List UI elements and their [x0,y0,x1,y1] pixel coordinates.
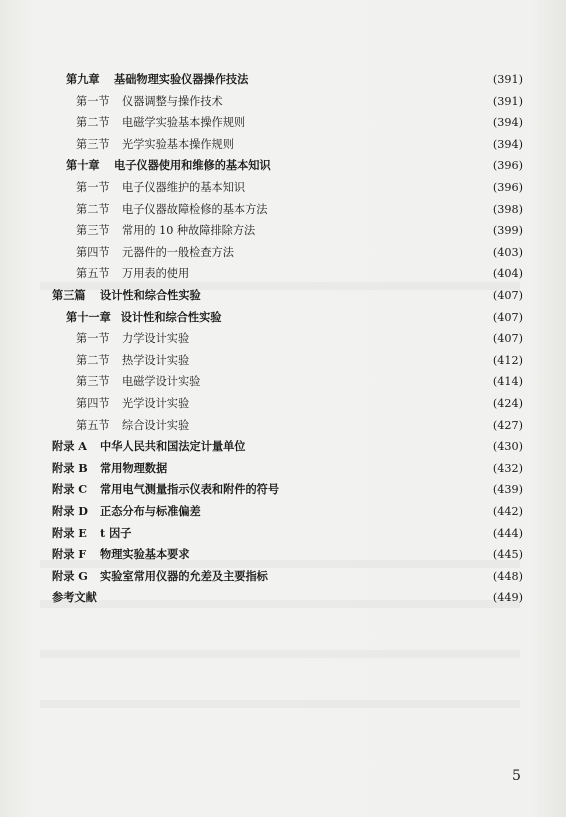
toc-entry-number: 第二节 [76,202,110,216]
toc-entry[interactable] [76,264,523,283]
toc-entry-title: 常用电气测量指示仪表和附件的符号 [100,482,280,497]
show-through-text [40,650,520,658]
toc-entry-page: (448) [492,569,523,583]
toc-leader-dots [135,524,479,543]
toc-entry[interactable] [52,588,523,607]
toc-entry-title: 电子仪器故障检修的基本方法 [122,202,268,216]
toc-entry[interactable] [52,286,523,305]
toc-entry-title: 物理实验基本要求 [100,547,190,562]
toc-entry-title: 万用表的使用 [122,267,190,281]
toc-entry[interactable] [76,372,523,391]
toc-leader-dots [275,156,479,175]
toc-leader-dots [193,264,479,283]
toc-leader-dots [193,351,479,370]
toc-entry[interactable] [76,92,523,111]
toc-entry[interactable] [76,113,523,132]
toc-entry-page: (449) [492,591,523,605]
toc-entry-page: (394) [492,137,523,151]
toc-entry-page: (391) [492,73,523,86]
toc-entry-title: 电子仪器维护的基本知识 [122,181,246,194]
toc-entry[interactable] [52,545,523,564]
toc-entry-page: (444) [492,526,523,540]
toc-entry[interactable] [76,351,523,370]
toc-entry[interactable] [52,459,523,478]
toc-leader-dots [171,459,479,478]
toc-entry-title: 力学设计实验 [122,332,190,346]
toc-entry-number: 附录 C [52,482,88,497]
toc-entry-page: (396) [492,181,523,194]
toc-entry-page: (442) [492,505,523,518]
toc-leader-dots [193,416,479,435]
toc-leader-dots [249,113,479,132]
toc-entry-title: 仪器调整与操作技术 [122,94,223,108]
toc-entry-title: 光学实验基本操作规则 [122,137,234,151]
toc-entry-page: (407) [492,332,523,346]
toc-entry[interactable] [76,416,523,435]
toc-entry-number: 第九章 [66,72,100,86]
toc-entry-page: (404) [492,267,523,281]
toc-leader-dots [238,135,479,154]
toc-leader-dots [283,480,479,499]
toc-entry-number: 第三节 [76,224,110,238]
toc-entry-page: (439) [492,483,523,497]
toc-entry[interactable] [76,221,523,240]
toc-entry-number: 第一节 [76,181,110,194]
toc-entry[interactable] [52,524,523,543]
toc-entry-number: 第一节 [76,94,110,108]
toc-entry-page: (430) [492,440,523,454]
toc-entry-number: 第十一章 [66,309,111,324]
toc-entry-page: (427) [492,418,523,432]
toc-entry-number: 第四节 [76,397,110,410]
toc-entry-page: (407) [492,310,523,324]
toc-entry-title: 实验室常用仪器的允差及主要指标 [100,568,268,583]
toc-entry-number: 第五节 [76,418,110,432]
toc-entry-title: 中华人民共和国法定计量单位 [100,439,246,454]
toc-leader-dots [225,308,479,327]
toc-leader-dots [249,437,479,456]
toc-entry-page: (445) [492,548,523,562]
toc-entry-title: t 因子 [100,525,132,540]
toc-leader-dots [193,394,479,413]
toc-entry[interactable] [52,502,523,521]
toc-leader-dots [272,567,479,586]
toc-leader-dots [238,243,479,262]
toc-entry[interactable] [76,329,523,348]
toc-entry[interactable] [76,200,523,219]
toc-entry[interactable] [52,480,523,499]
toc-entry[interactable] [76,394,523,413]
toc-entry-title: 综合设计实验 [122,418,190,432]
toc-entry-number: 第二节 [76,353,110,367]
toc-entry-title: 设计性和综合性实验 [120,309,222,324]
toc-entry-page: (396) [492,159,523,173]
toc-entry-number: 附录 D [52,504,88,518]
toc-entry[interactable] [76,243,523,262]
show-through-text [40,700,520,708]
toc-entry-number: 附录 B [52,460,88,475]
toc-entry-page: (403) [492,245,523,259]
toc-entry[interactable] [66,156,523,175]
toc-entry-number: 第二节 [76,116,110,130]
toc-entry[interactable] [76,178,523,197]
toc-entry-title: 热学设计实验 [122,353,190,367]
toc-entry-number: 第三节 [76,137,110,151]
toc-entry[interactable] [52,437,523,456]
toc-entry-title: 光学设计实验 [122,397,190,410]
toc-entry-title: 电子仪器使用和维修的基本知识 [114,158,271,173]
toc-entry[interactable] [66,308,523,327]
toc-entry-number: 第四节 [76,245,110,259]
toc-entry[interactable] [66,70,523,89]
toc-entry-title: 元器件的一般检查方法 [122,245,234,259]
toc-leader-dots [252,70,479,89]
toc-leader-dots [193,329,479,348]
toc-entry-number: 附录 G [52,568,88,583]
toc-entry-number: 第三节 [76,375,110,389]
toc-entry-title: 常用的 10 种故障排除方法 [122,224,256,238]
toc-entry-page: (414) [492,375,523,389]
toc-leader-dots [271,200,479,219]
toc-entry-page: (398) [492,202,523,216]
toc-entry-title: 电磁学实验基本操作规则 [122,116,246,130]
toc-entry-number: 第一节 [76,332,110,346]
toc-entry[interactable] [52,567,523,586]
toc-entry-number: 第十章 [66,158,100,173]
toc-entry-page: (399) [492,224,523,238]
toc-leader-dots [101,588,479,607]
toc-entry-number: 附录 E [52,525,87,540]
toc-entry-page: (394) [492,116,523,130]
toc-entry[interactable] [76,135,523,154]
toc-entry-page: (407) [492,289,523,302]
toc-leader-dots [194,545,479,564]
toc-entry-page: (424) [492,397,523,410]
toc-entry-title: 电磁学设计实验 [122,375,201,389]
toc-entry-number: 参考文献 [52,590,97,605]
toc-entry-page: (391) [492,94,523,108]
toc-entry-number: 附录 F [52,547,87,562]
toc-entry-title: 正态分布与标准偏差 [100,504,201,518]
toc-entry-page: (432) [492,461,523,475]
toc-leader-dots [204,372,479,391]
toc-leader-dots [205,502,479,521]
toc-leader-dots [227,92,479,111]
toc-entry-page: (412) [492,353,523,367]
page-number: 5 [512,768,521,784]
toc-leader-dots [205,286,479,305]
toc-entry-number: 附录 A [52,439,87,454]
toc-leader-dots [249,178,479,197]
toc-entry-number: 第五节 [76,267,110,281]
toc-entry-title: 设计性和综合性实验 [100,288,201,302]
toc-entry-title: 基础物理实验仪器操作技法 [114,72,249,86]
toc-leader-dots [259,221,479,240]
toc-entry-title: 常用物理数据 [100,460,168,475]
toc-entry-number: 第三篇 [52,288,86,302]
